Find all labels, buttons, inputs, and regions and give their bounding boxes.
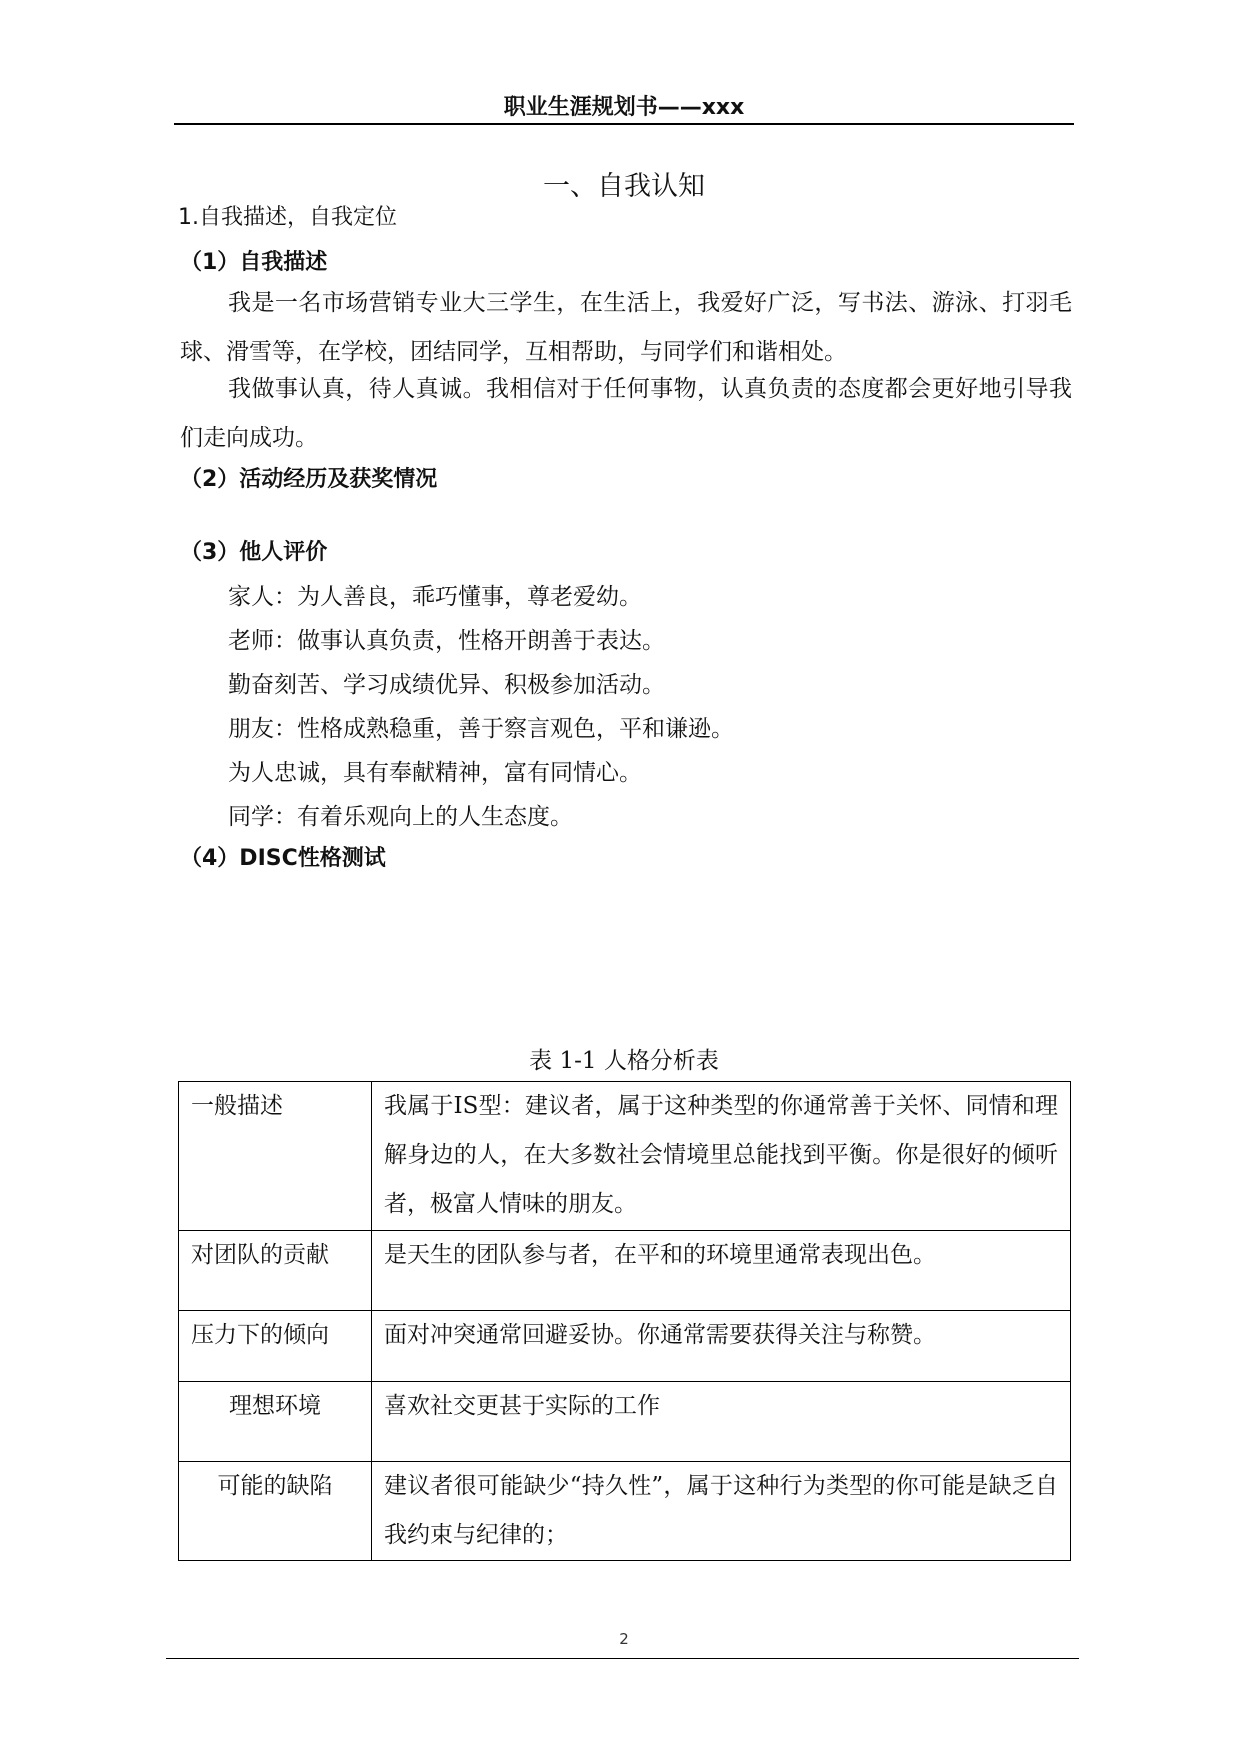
table-row-label: 对团队的贡献	[179, 1231, 372, 1311]
table-row-value: 喜欢社交更甚于实际的工作	[372, 1382, 1071, 1462]
table-row	[179, 1082, 1071, 1231]
footer-rule	[166, 1658, 1079, 1659]
table-row	[179, 1462, 1071, 1561]
table-row-value: 我属于IS型：建议者，属于这种类型的你通常善于关怀、同情和理解身边的人，在大多数社会情境里总能找到平衡。你是很好的倾听者，极富人情味的朋友。	[372, 1082, 1071, 1231]
table-caption: 表 1-1 人格分析表	[529, 1048, 719, 1074]
running-header-title: 职业生涯规划书——xxx	[503, 95, 745, 120]
table-row-label: 一般描述	[179, 1082, 372, 1231]
heading-others-evaluation: （3）他人评价	[180, 540, 328, 565]
self-description-paragraph-2: 我做事认真，待人真诚。我相信对于任何事物，认真负责的态度都会更好地引导我们走向成功。	[180, 376, 1072, 451]
table-row	[179, 1382, 1071, 1462]
section-title: 一、自我认知	[543, 171, 705, 202]
table-row-value: 是天生的团队参与者，在平和的环境里通常表现出色。	[372, 1231, 1071, 1311]
evaluation-line: 老师：做事认真负责，性格开朗善于表达。	[228, 628, 665, 654]
evaluation-line: 为人忠诚，具有奉献精神，富有同情心。	[228, 760, 642, 786]
personality-analysis-table	[178, 1081, 1071, 1561]
evaluation-line: 家人：为人善良，乖巧懂事，尊老爱幼。	[228, 584, 642, 610]
table-row	[179, 1231, 1071, 1311]
evaluation-line: 朋友：性格成熟稳重，善于察言观色，平和谦逊。	[228, 716, 734, 742]
table-row-value: 面对冲突通常回避妥协。你通常需要获得关注与称赞。	[372, 1311, 1071, 1382]
evaluation-line: 勤奋刻苦、学习成绩优异、积极参加活动。	[228, 672, 665, 698]
table-row-label: 压力下的倾向	[179, 1311, 372, 1382]
subsection-title: 1.自我描述，自我定位	[178, 205, 397, 230]
self-description-paragraph-1: 我是一名市场营销专业大三学生，在生活上，我爱好广泛，写书法、游泳、打羽毛球、滑雪等，在学校，团结同学，互相帮助，与同学们和谐相处。	[180, 290, 1072, 365]
page-number: 2	[619, 1630, 629, 1648]
heading-activities-awards: （2）活动经历及获奖情况	[180, 467, 438, 492]
heading-disc-test: （4）DISC性格测试	[180, 846, 386, 871]
evaluation-line: 同学：有着乐观向上的人生态度。	[228, 804, 573, 830]
table-row-value: 建议者很可能缺少“持久性”，属于这种行为类型的你可能是缺乏自我约束与纪律的；	[372, 1462, 1071, 1561]
heading-self-description: （1）自我描述	[180, 250, 328, 275]
table-row-label: 可能的缺陷	[179, 1462, 372, 1561]
table-row	[179, 1311, 1071, 1382]
header-rule	[174, 123, 1074, 125]
table-row-label: 理想环境	[179, 1382, 372, 1462]
